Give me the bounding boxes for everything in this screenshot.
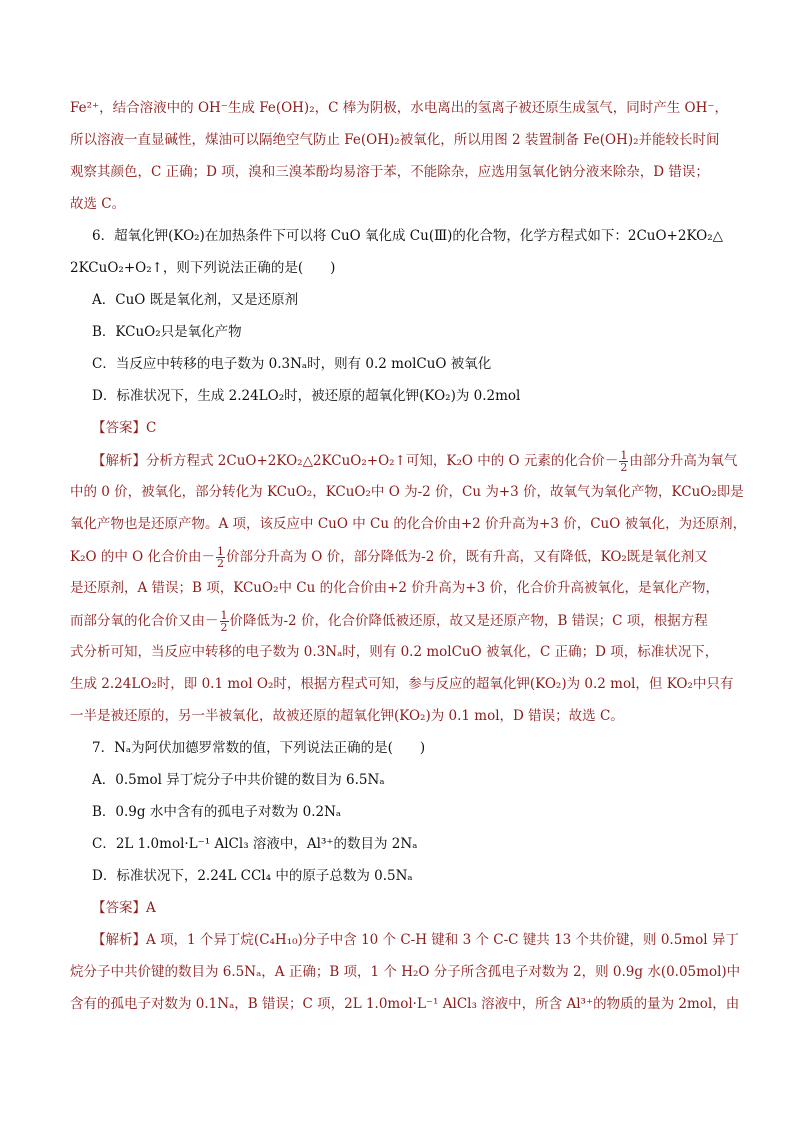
q6-analysis-line-9: 一半是被还原的，另一半被氧化，故被还原的超氧化钾(KO₂)为 0.1 mol，D 错误；故选 C。 [70,708,624,724]
para-line-4: 故选 C。 [70,196,126,212]
q6-answer [92,418,156,438]
fraction-numerator: 1 [220,609,228,622]
q6-analysis-line-8: 生成 2.24LO₂时，即 0.1 mol O₂时，根据方程式可知，参与反应的超氧化钾(KO₂)为 0.2 mol，但 KO₂中只有 [70,676,734,692]
fraction-denominator: 2 [220,621,228,634]
fraction-denominator: 2 [620,461,628,474]
q7-analysis-line-2: 烷分子中共价键的数目为 6.5Nₐ，A 正确；B 项，1 个 H₂O 分子所含孤电子对数为 2，则 0.9g 水(0.05mol)中 [70,964,741,980]
q7-analysis-line-1 [92,930,739,950]
fraction-half-1 [619,450,628,473]
q6-analysis-text-6b: 价降低为-2 价，化合价降低被还原，故又是还原产物，B 错误；C 项，根据方程 [229,613,708,629]
q7-answer [92,898,156,918]
q7-analysis-line-3: 含有的孤电子对数为 0.1Nₐ，B 错误；C 项，2L 1.0mol·L⁻¹ AlCl₃ 溶液中，所含 Al³⁺的物质的量为 2mol，由 [70,996,740,1012]
q6-analysis-line-4 [70,546,708,569]
q7-answer-value: A [146,900,156,916]
q6-analysis-line-7: 式分析可知，当反应中转移的电子数为 0.3Nₐ时，则有 0.2 molCuO 被氧化，C 正确；D 项，标准状况下， [70,644,719,660]
q6-analysis-label: 【解析】 [92,453,146,469]
q6-stem-line-2: 2KCuO₂+O₂↑，则下列说法正确的是( ) [70,260,336,276]
q6-analysis-line-1 [92,450,737,473]
para-line-3: 观察其颜色，C 正确；D 项，溴和三溴苯酚均易溶于苯，不能除杂，应选用氢氧化钠分液来除杂，D 错误； [70,164,709,180]
fraction-denominator: 2 [217,557,225,570]
q6-answer-value: C [146,420,157,436]
q6-option-b: B．KCuO₂只是氧化产物 [92,324,242,340]
q6-option-a: A．CuO 既是氧化剂，又是还原剂 [92,292,299,308]
q6-analysis-text-1b: 由部分升高为氧气 [629,453,738,469]
q6-analysis-text-6a: 而部分氧的化合价又由－ [70,613,219,629]
q6-analysis-line-2: 中的 0 价，被氧化，部分转化为 KCuO₂，KCuO₂中 O 为-2 价，Cu 为+3 价，故氧气为氧化产物，KCuO₂即是 [70,484,744,500]
q7-option-d: D．标准状况下，2.24L CCl₄ 中的原子总数为 0.5Nₐ [92,868,413,884]
para-line-2: 所以溶液一直显碱性，煤油可以隔绝空气防止 Fe(OH)₂被氧化，所以用图 2 装置制备 Fe(OH)₂并能较长时间 [70,132,720,148]
q7-option-a: A．0.5mol 异丁烷分子中共价键的数目为 6.5Nₐ [92,772,385,788]
q7-option-c: C．2L 1.0mol·L⁻¹ AlCl₃ 溶液中，Al³⁺的数目为 2Nₐ [92,836,418,852]
q7-answer-label: 【答案】 [92,900,146,916]
q7-stem: 7．Nₐ为阿伏加德罗常数的值，下列说法正确的是( ) [92,740,426,756]
q6-analysis-text-1a: 分析方程式 2CuO+2KO₂△2KCuO₂+O₂↑可知，K₂O 中的 O 元素的化合价－ [146,453,619,469]
fraction-numerator: 1 [620,449,628,462]
fraction-half-2 [216,546,225,569]
q6-analysis-line-5: 是还原剂，A 错误；B 项，KCuO₂中 Cu 的化合价由+2 价升高为+3 价，化合价升高被氧化，是氧化产物， [70,580,719,596]
q6-analysis-line-3: 氧化产物也是还原产物。A 项，该反应中 CuO 中 Cu 的化合价由+2 价升高为+3 价，CuO 被氧化，为还原剂， [70,516,747,532]
para-line-1: Fe²⁺，结合溶液中的 OH⁻生成 Fe(OH)₂，C 棒为阴极，水电离出的氢离子被还原生成氢气，同时产生 OH⁻， [70,100,728,116]
fraction-half-3 [220,610,229,633]
q6-option-c: C．当反应中转移的电子数为 0.3Nₐ时，则有 0.2 molCuO 被氧化 [92,356,492,372]
q6-answer-label: 【答案】 [92,420,146,436]
q6-analysis-line-6 [70,610,708,633]
fraction-numerator: 1 [217,545,225,558]
q7-option-b: B．0.9g 水中含有的孤电子对数为 0.2Nₐ [92,804,342,820]
q6-option-d: D．标准状况下，生成 2.24LO₂时，被还原的超氧化钾(KO₂)为 0.2mol [92,388,521,404]
q7-analysis-label: 【解析】 [92,932,146,948]
q7-analysis-text-1: A 项，1 个异丁烷(C₄H₁₀)分子中含 10 个 C-H 键和 3 个 C-C 键共 13 个共价键，则 0.5mol 异丁 [146,932,739,948]
q6-stem-line-1: 6．超氧化钾(KO₂)在加热条件下可以将 CuO 氧化成 Cu(Ⅲ)的化合物，化学方程式如下：2CuO+2KO₂△ [92,228,724,244]
q6-analysis-text-4b: 价部分升高为 O 价，部分降低为-2 价，既有升高，又有降低，KO₂既是氧化剂又 [226,549,708,565]
q6-analysis-text-4a: K₂O 的中 O 化合价由－ [70,549,216,565]
